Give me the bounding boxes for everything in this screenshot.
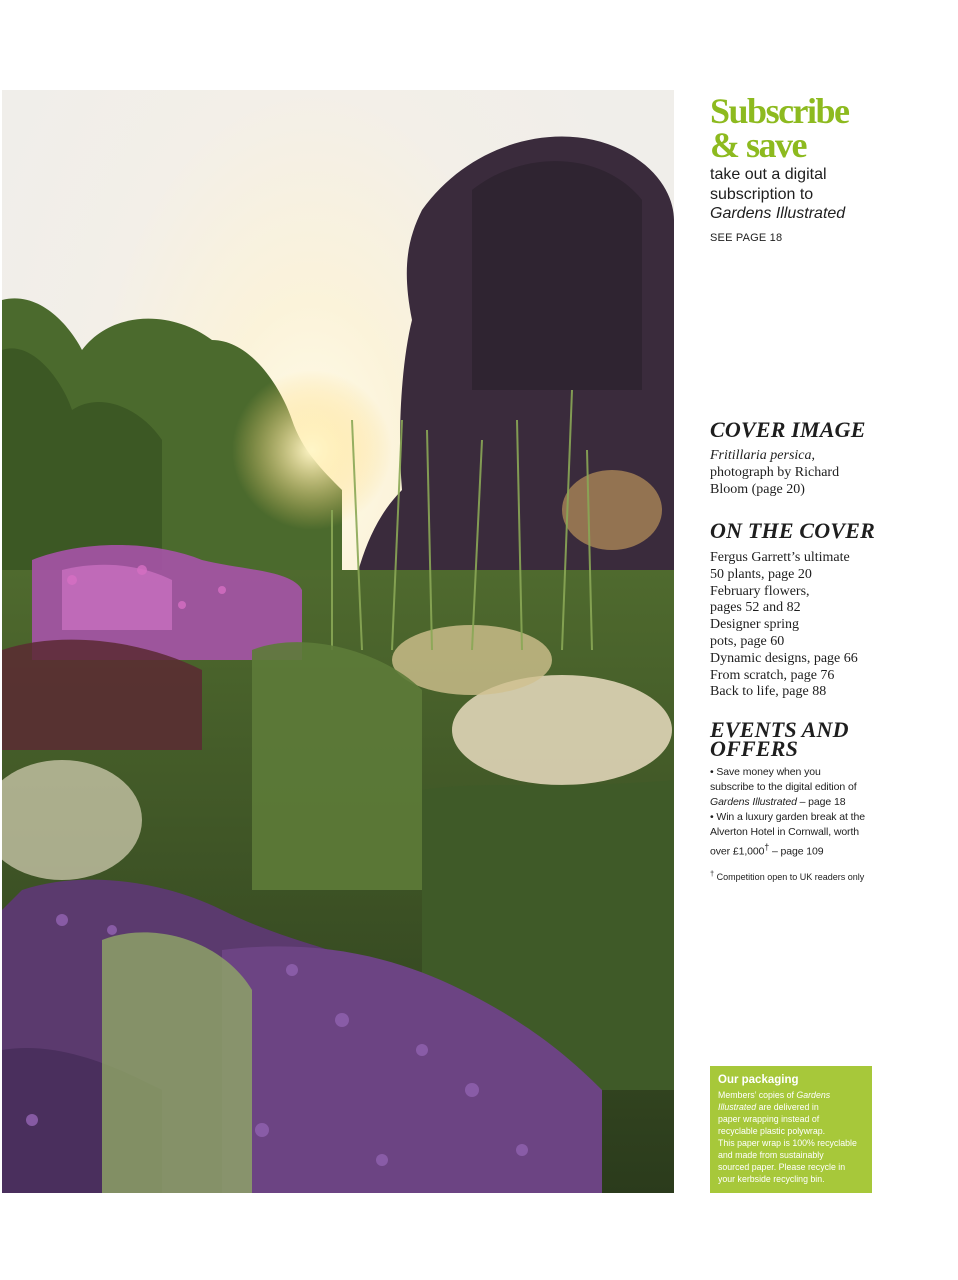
packaging-line6: and made from sustainably xyxy=(718,1150,824,1160)
see-page-link[interactable]: SEE PAGE 18 xyxy=(710,231,783,244)
events-item1-line1: • Save money when you xyxy=(710,766,821,778)
competition-footnote xyxy=(710,869,880,882)
cover-image-line3: Bloom (page 20) xyxy=(710,481,805,497)
packaging-line1: Members’ copies of xyxy=(718,1090,797,1100)
events-list xyxy=(710,765,880,860)
packaging-line5: This paper wrap is 100% recyclable xyxy=(718,1138,857,1148)
packaging-text xyxy=(718,1089,864,1185)
events-item2-page: – page 109 xyxy=(769,845,824,858)
on-the-cover-line: pots, page 60 xyxy=(710,633,785,649)
on-the-cover-line: Back to life, page 88 xyxy=(710,684,827,700)
subscribe-text-line1: take out a digital xyxy=(710,166,827,183)
events-heading-line2: OFFERS xyxy=(710,736,799,761)
packaging-line3: paper wrapping instead of xyxy=(718,1114,820,1124)
cover-image-line2: photograph by Richard xyxy=(710,464,840,480)
packaging-title: Our packaging xyxy=(718,1074,799,1086)
packaging-line1-italic: Gardens xyxy=(796,1090,831,1100)
on-the-cover-line: From scratch, page 76 xyxy=(710,667,835,683)
on-the-cover-section xyxy=(710,518,910,701)
on-the-cover-line: February flowers, xyxy=(710,583,810,599)
events-item2-line3: over £1,000 xyxy=(710,845,765,858)
packaging-line7: sourced paper. Please recycle in xyxy=(718,1162,846,1172)
subscribe-text-line2: subscription to xyxy=(710,185,814,203)
footnote-text: Competition open to UK readers only xyxy=(714,871,865,882)
cover-image-species: Fritillaria persica xyxy=(710,448,812,463)
packaging-box xyxy=(710,1066,872,1193)
on-the-cover-line: Dynamic designs, page 66 xyxy=(710,650,858,666)
packaging-line8: your kerbside recycling bin. xyxy=(718,1174,825,1184)
events-item2-line2: Alverton Hotel in Cornwall, worth xyxy=(710,826,860,838)
events-item2-line1: • Win a luxury garden break at the xyxy=(710,811,865,823)
on-the-cover-line: 50 plants, page 20 xyxy=(710,566,812,582)
on-the-cover-line: Fergus Garrett’s ultimate xyxy=(710,550,850,565)
garden-photo xyxy=(2,90,674,1193)
subscribe-title-line2: & save xyxy=(710,125,806,165)
subscribe-text-line3: Gardens Illustrated xyxy=(710,205,846,222)
footnote-dagger: † xyxy=(710,868,715,878)
events-item1-line2: subscribe to the digital edition of xyxy=(710,781,857,793)
cover-image-heading: COVER IMAGE xyxy=(710,417,866,442)
events-heading xyxy=(710,717,880,761)
packaging-line4: recyclable plastic polywrap. xyxy=(718,1126,826,1136)
events-item1-title: Gardens Illustrated xyxy=(710,796,797,808)
on-the-cover-line: Designer spring xyxy=(710,617,800,633)
events-item2-dagger: † xyxy=(764,842,770,852)
subscribe-title-line1: Subscribe xyxy=(710,91,849,131)
events-and-offers-section xyxy=(710,717,880,882)
cover-image-caption xyxy=(710,448,910,498)
packaging-line2: are delivered in xyxy=(756,1102,819,1112)
subscribe-title xyxy=(710,91,910,165)
cover-image-comma: , xyxy=(811,448,815,463)
on-the-cover-heading: ON THE COVER xyxy=(710,518,875,543)
events-heading-line1: EVENTS AND xyxy=(710,717,849,742)
cover-image-section xyxy=(710,417,910,498)
on-the-cover-line: pages 52 and 82 xyxy=(710,600,801,616)
packaging-line2-italic: Illustrated xyxy=(718,1102,757,1112)
events-item1-page: – page 18 xyxy=(796,796,846,808)
subscribe-text xyxy=(710,165,910,224)
on-the-cover-list xyxy=(710,550,910,701)
subscribe-promo[interactable] xyxy=(710,91,910,244)
garden-photo-illustration xyxy=(2,90,674,1193)
